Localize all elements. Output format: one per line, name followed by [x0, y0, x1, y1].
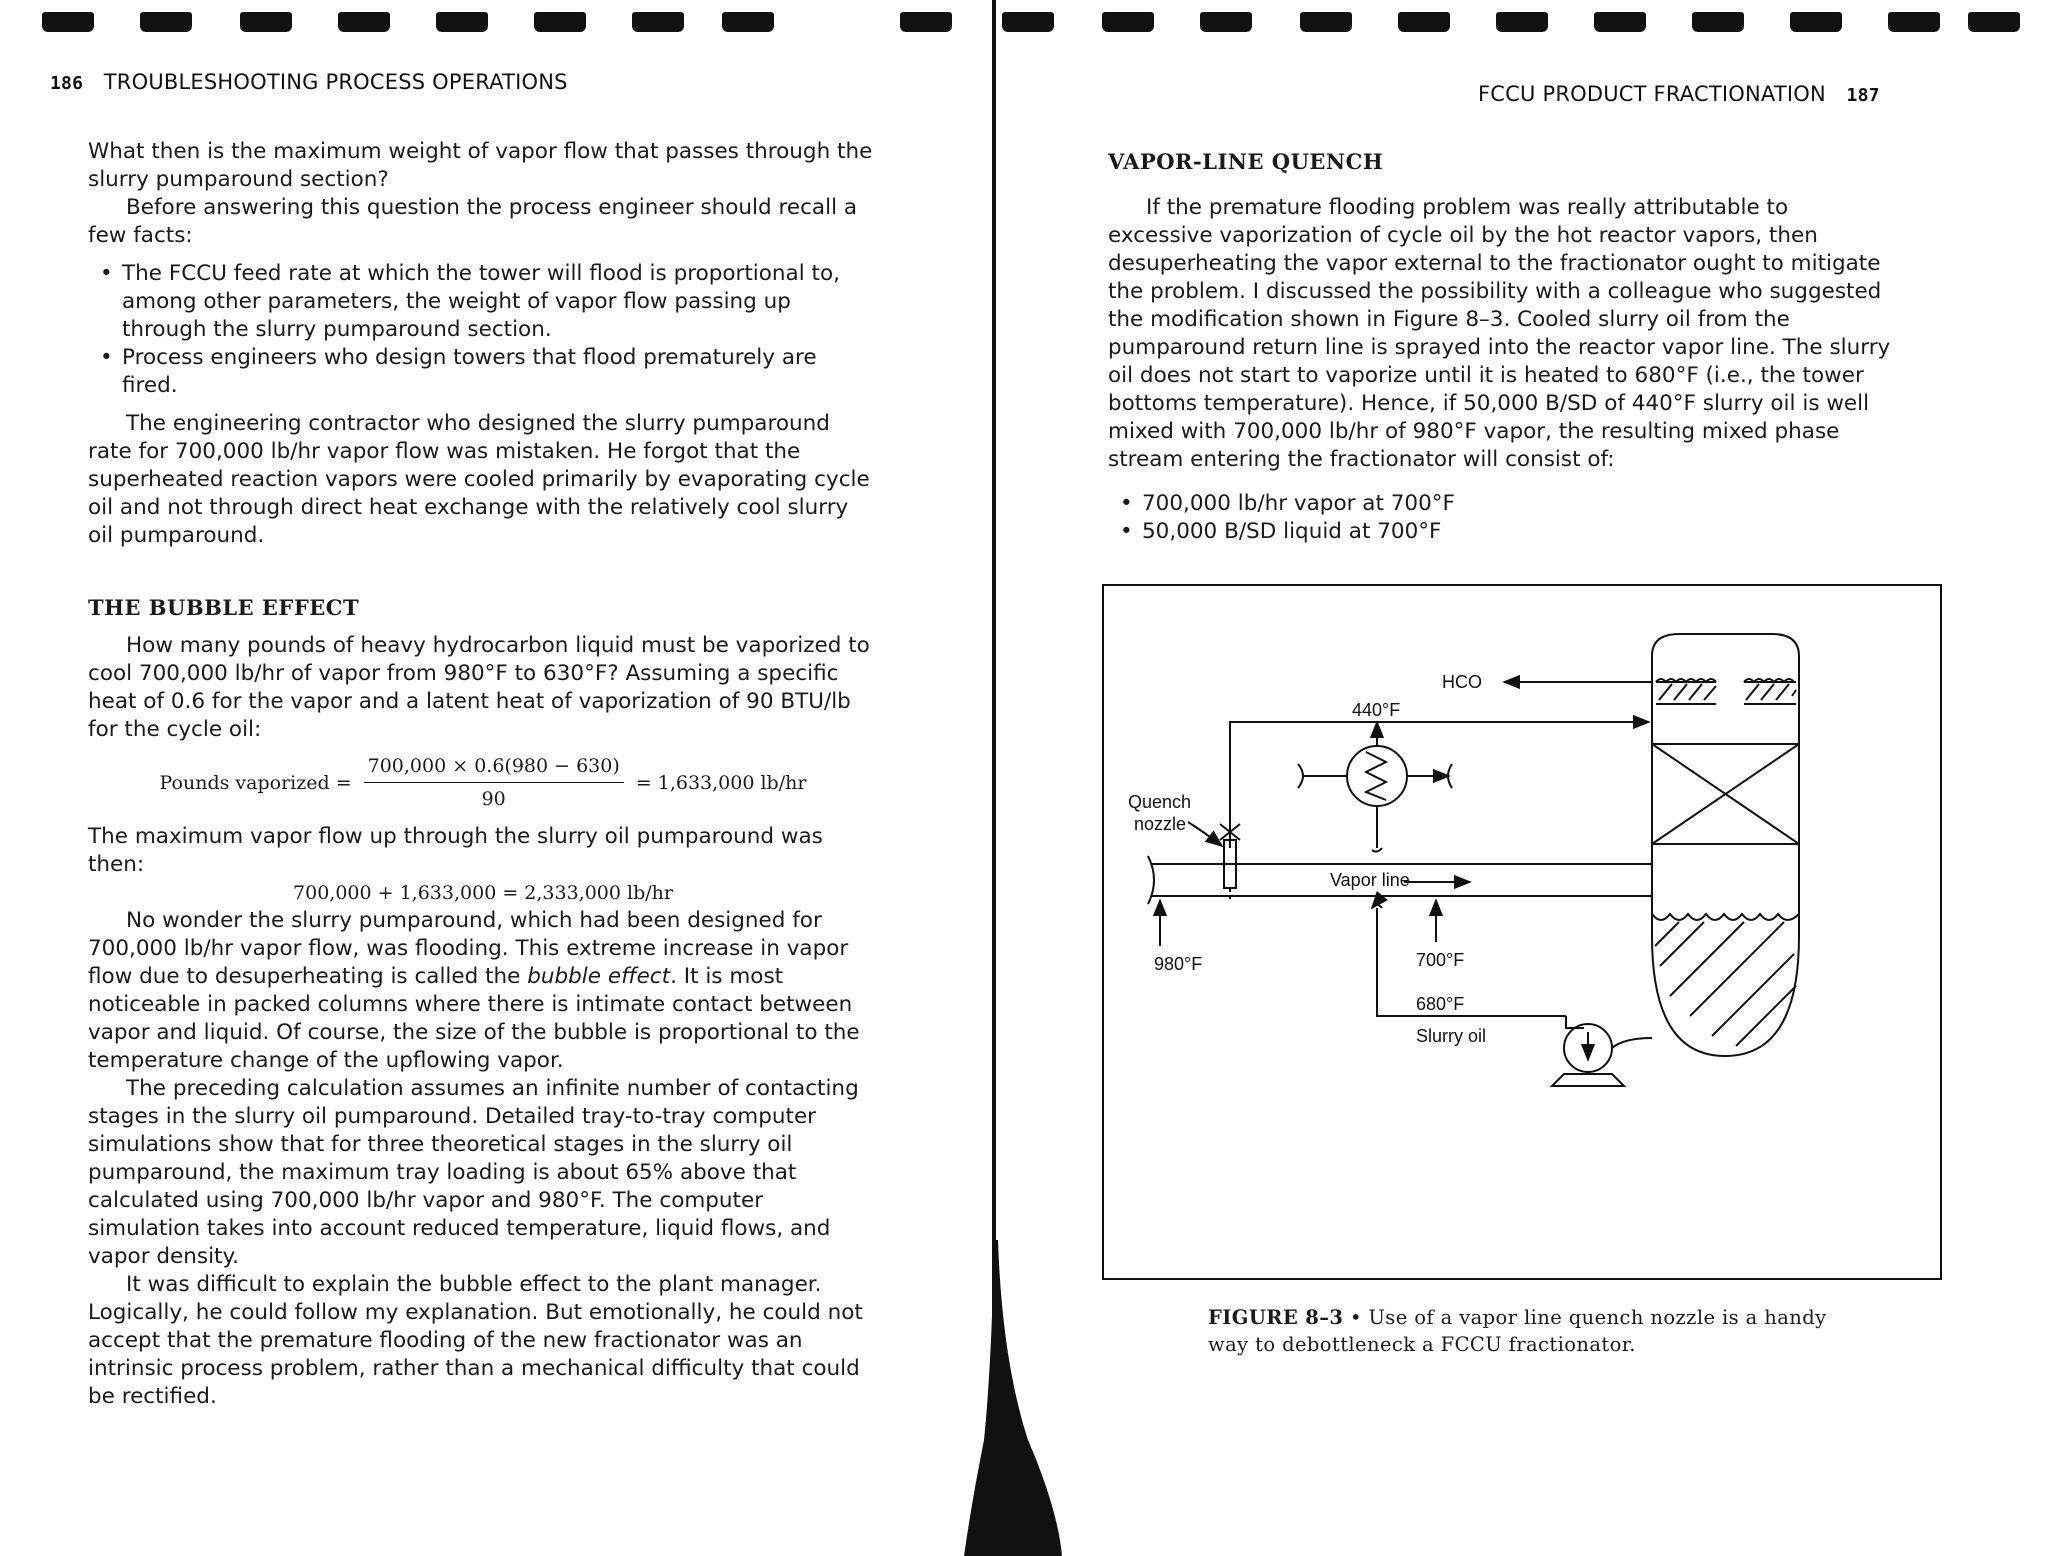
figure-caption-text: • Use of a vapor line quench nozzle is a handy way to debottleneck a FCCU fractionator. — [1208, 1306, 1827, 1356]
stream-item: • 50,000 B/SD liquid at 700°F — [1142, 518, 1898, 546]
sum-equation: 700,000 + 1,633,000 = 2,333,000 lb/hr — [293, 882, 673, 904]
facts-list — [88, 260, 878, 400]
right-page-number: 187 — [1846, 85, 1880, 106]
mixed-stream-list — [1108, 490, 1898, 546]
difficult-paragraph: It was difficult to explain the bubble effect to the plant manager. Logically, he could follow my explanation. But emotionally, he could not accept that the premature flooding of the new fractionator was an intrinsic process problem, rather than a mechanical difficulty that could be rectified. — [88, 1272, 863, 1409]
no-wonder-text-end: . It is most noticeable in packed columns where there is intimate contact between vapor and liquid. Of course, the size of the bubble is proportional to the temperature change of the upflowing vapor. — [88, 964, 860, 1073]
temp-700-label: 700°F — [1416, 950, 1465, 970]
figure-label: FIGURE 8–3 — [1208, 1306, 1344, 1329]
equation-fraction — [364, 752, 624, 813]
left-text-column — [88, 138, 878, 1411]
quench-nozzle-diagram — [1104, 586, 1940, 1278]
right-page — [1000, 0, 2048, 1556]
temp-980-label: 980°F — [1154, 954, 1203, 974]
slurry-oil-line — [1372, 905, 1566, 1016]
preceding-paragraph: The preceding calculation assumes an infinite number of contacting stages in the slurry oil pumparound. Detailed tray-to-tray computer simulations show that for three theoretical stages in the slurry oil pumparound, the maximum tray loading is about 65% above that calculated using 700,000 lb/hr vapor and 980°F. The computer simulation takes into account reduced temperature, liquid flows, and vapor density. — [88, 1076, 859, 1269]
right-running-title: FCCU PRODUCT FRACTIONATION — [1478, 82, 1826, 106]
no-wonder-text-start: No wonder the slurry pumparound, which had been designed for 700,000 lb/hr vapor flow, was flooding. This extreme increase in vapor flow due to desuperheating is called the — [88, 908, 849, 989]
stream-item: • 700,000 lb/hr vapor at 700°F — [1142, 490, 1898, 518]
equation-label: Pounds vaporized = — [159, 771, 352, 794]
hco-label: HCO — [1442, 672, 1482, 692]
figure-caption — [1208, 1304, 1868, 1358]
vapor-line-label: Vapor line — [1330, 870, 1410, 890]
bubble-effect-heading: THE BUBBLE EFFECT — [88, 595, 360, 620]
no-wonder-paragraph — [88, 907, 878, 1075]
fact-item: • The FCCU feed rate at which the tower will flood is proportional to, among other parameters, the weight of vapor flow passing up through the slurry pumparound section. — [122, 260, 878, 344]
quench-label: Quench — [1128, 792, 1192, 812]
equation-result: = 1,633,000 lb/hr — [635, 771, 807, 794]
liquid-level — [1652, 914, 1799, 920]
fact-item: • Process engineers who design towers that flood prematurely are fired. — [122, 344, 878, 400]
recall-paragraph: Before answering this question the process engineer should recall a few facts: — [88, 195, 858, 248]
equation-denominator: 90 — [481, 788, 506, 810]
quench-paragraph: If the premature flooding problem was really attributable to excessive vaporization of cycle oil by the hot reactor vapors, then desuperheating the vapor external to the fractionator ought to mitigate the problem. I discussed the possibility with a colleague who suggested the modification shown in Figure 8–3. Cooled slurry oil from the pumparound return line is sprayed into the reactor vapor line. The slurry oil does not start to vaporize until it is heated to 680°F (i.e., the tower bottoms temperature). Hence, if 50,000 B/SD of 440°F slurry oil is well mixed with 700,000 lb/hr of 980°F vapor, the resulting mixed phase stream entering the fractionator will consist of: — [1108, 195, 1891, 472]
left-page — [0, 0, 990, 1556]
max-flow-paragraph: The maximum vapor flow up through the slurry oil pumparound was then: — [88, 824, 823, 877]
nozzle-label: nozzle — [1134, 814, 1187, 834]
right-text-column — [1108, 148, 1898, 556]
temp-680-label: 680°F — [1416, 994, 1465, 1014]
left-page-number: 186 — [50, 73, 84, 94]
bubble-effect-term: bubble effect — [527, 964, 671, 989]
equation-numerator: 700,000 × 0.6(980 − 630) — [364, 752, 624, 783]
figure-8-3 — [1102, 584, 1942, 1280]
bubble-paragraph: How many pounds of heavy hydrocarbon liquid must be vaporized to cool 700,000 lb/hr of vapor from 980°F to 630°F? Assuming a specific heat of 0.6 for the vapor and a latent heat of vaporization of 90 BTU/lb for the cycle oil: — [88, 633, 870, 742]
temp-440-label: 440°F — [1352, 700, 1401, 720]
quench-return-line — [1230, 722, 1649, 848]
slurry-oil-label: Slurry oil — [1416, 1026, 1487, 1046]
vaporized-equation — [88, 752, 878, 813]
contractor-paragraph: The engineering contractor who designed the slurry pumparound rate for 700,000 lb/hr vapor flow was mistaken. He forgot that the superheated reaction vapors were cooled primarily by evaporating cycle oil and not through direct heat exchange with the relatively cool slurry oil pumparound. — [88, 411, 870, 548]
vapor-line-quench-heading: VAPOR-LINE QUENCH — [1108, 149, 1384, 174]
intro-paragraph: What then is the maximum weight of vapor flow that passes through the slurry pumparound section? — [88, 139, 873, 192]
right-running-head — [1478, 82, 1880, 106]
hco-tray — [1656, 682, 1796, 704]
left-running-title: TROUBLESHOOTING PROCESS OPERATIONS — [103, 70, 568, 94]
left-running-head — [50, 70, 568, 94]
